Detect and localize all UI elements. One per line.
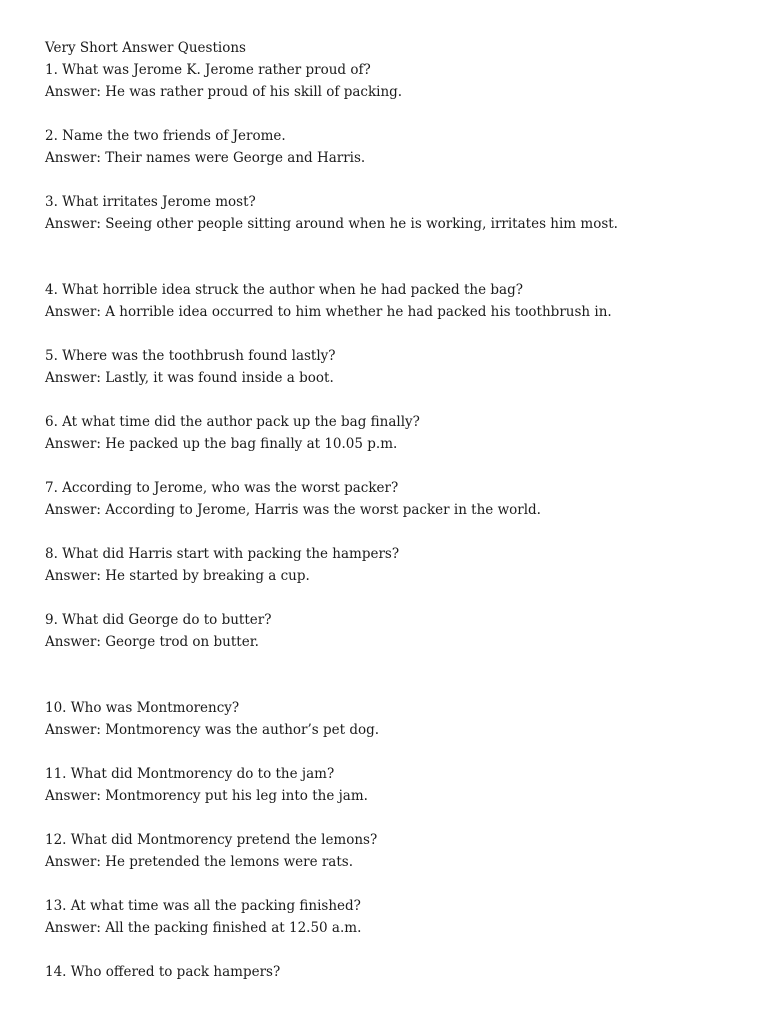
answer: Answer: George trod on butter. xyxy=(45,634,259,650)
question: 3. What irritates Jerome most? xyxy=(45,194,256,210)
question: 14. Who offered to pack hampers? xyxy=(45,964,281,980)
qa-item-9 xyxy=(45,609,745,653)
question: 8. What did Harris start with packing the hampers? xyxy=(45,546,400,562)
section-heading: Very Short Answer Questions xyxy=(45,40,246,56)
qa-item-12 xyxy=(45,829,745,873)
answer: Answer: Montmorency put his leg into the jam. xyxy=(45,788,368,804)
question: 10. Who was Montmorency? xyxy=(45,700,240,716)
answer: Answer: A horrible idea occurred to him whether he had packed his toothbrush in. xyxy=(45,304,612,320)
qa-item-3 xyxy=(45,191,745,235)
question: 2. Name the two friends of Jerome. xyxy=(45,128,286,144)
qa-item-7 xyxy=(45,477,745,521)
answer: Answer: He pretended the lemons were rats. xyxy=(45,854,353,870)
question: 11. What did Montmorency do to the jam? xyxy=(45,766,335,782)
qa-item-11 xyxy=(45,763,745,807)
question: 5. Where was the toothbrush found lastly? xyxy=(45,348,336,364)
qa-item-1 xyxy=(45,59,745,103)
qa-item-5 xyxy=(45,345,745,389)
answer: Answer: He was rather proud of his skill of packing. xyxy=(45,84,403,100)
qa-item-6 xyxy=(45,411,745,455)
qa-item-10 xyxy=(45,697,745,741)
qa-item-14 xyxy=(45,961,745,983)
question: 13. At what time was all the packing finished? xyxy=(45,898,361,914)
answer: Answer: Seeing other people sitting around when he is working, irritates him most. xyxy=(45,216,618,232)
answer: Answer: He started by breaking a cup. xyxy=(45,568,310,584)
qa-item-2 xyxy=(45,125,745,169)
document-page xyxy=(45,37,745,983)
answer: Answer: He packed up the bag finally at 10.05 p.m. xyxy=(45,436,398,452)
question: 12. What did Montmorency pretend the lemons? xyxy=(45,832,378,848)
answer: Answer: All the packing finished at 12.50 a.m. xyxy=(45,920,362,936)
answer: Answer: Lastly, it was found inside a boot. xyxy=(45,370,334,386)
qa-item-13 xyxy=(45,895,745,939)
question: 9. What did George do to butter? xyxy=(45,612,272,628)
answer: Answer: Montmorency was the author’s pet dog. xyxy=(45,722,380,738)
qa-item-4 xyxy=(45,279,745,323)
answer: Answer: According to Jerome, Harris was the worst packer in the world. xyxy=(45,502,541,518)
qa-item-8 xyxy=(45,543,745,587)
question: 1. What was Jerome K. Jerome rather proud of? xyxy=(45,62,371,78)
question: 6. At what time did the author pack up the bag finally? xyxy=(45,414,420,430)
answer: Answer: Their names were George and Harris. xyxy=(45,150,366,166)
question: 4. What horrible idea struck the author when he had packed the bag? xyxy=(45,282,523,298)
question: 7. According to Jerome, who was the worst packer? xyxy=(45,480,399,496)
